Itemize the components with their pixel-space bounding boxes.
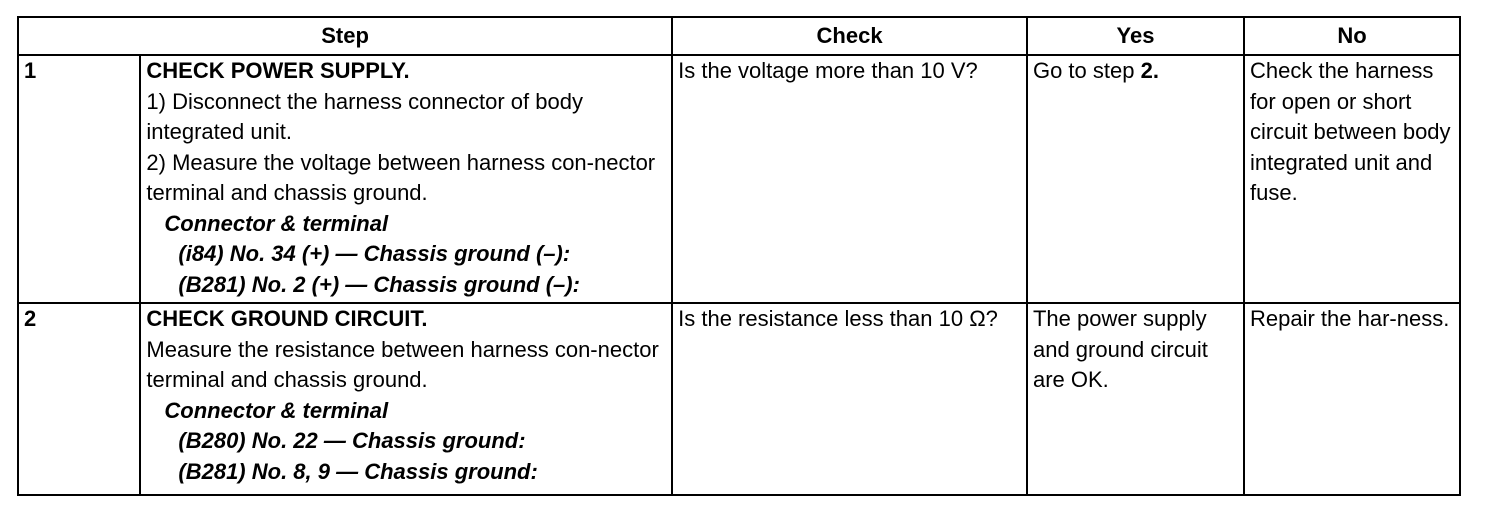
connector-line: (i84) No. 34 (+) — Chassis ground (–): <box>178 241 571 266</box>
step-instruction: 2) Measure the voltage between harness con-nector terminal and chassis ground. <box>146 149 656 205</box>
step-number: 1 <box>18 55 140 303</box>
step-instruction: Measure the resistance between harness con-nector terminal and chassis ground. <box>146 336 659 392</box>
header-check: Check <box>672 17 1027 55</box>
yes-cell: The power supply and ground circuit are OK. <box>1027 303 1244 495</box>
check-cell: Is the resistance less than 10 Ω? <box>672 303 1027 495</box>
table-header-row <box>18 17 1460 55</box>
no-cell: Repair the har-ness. <box>1244 303 1460 495</box>
step-title: CHECK POWER SUPPLY. <box>146 58 410 83</box>
check-cell: Is the voltage more than 10 V? <box>672 55 1027 303</box>
header-no: No <box>1244 17 1460 55</box>
table-row <box>18 55 1460 303</box>
step-title: CHECK GROUND CIRCUIT. <box>146 306 428 331</box>
connector-heading: Connector & terminal <box>164 210 389 236</box>
connector-heading: Connector & terminal <box>164 397 389 423</box>
connector-line: (B281) No. 2 (+) — Chassis ground (–): <box>178 271 580 297</box>
connector-line: (B281) No. 8, 9 — Chassis ground: <box>178 458 538 484</box>
connector-line: (B280) No. 22 — Chassis ground: <box>178 428 526 453</box>
yes-step-ref: 2. <box>1140 58 1159 83</box>
header-step: Step <box>18 17 672 55</box>
header-yes: Yes <box>1027 17 1244 55</box>
diagnostic-table <box>17 16 1461 496</box>
step-cell <box>140 303 672 495</box>
step-number: 2 <box>18 303 140 495</box>
table-row <box>18 303 1460 495</box>
no-cell: Check the harness for open or short circuit between body integrated unit and fuse. <box>1244 55 1460 303</box>
yes-cell <box>1027 55 1244 303</box>
step-cell <box>140 55 672 303</box>
yes-text: Go to step <box>1032 58 1141 83</box>
step-instruction: 1) Disconnect the harness connector of body integrated unit. <box>146 88 583 144</box>
